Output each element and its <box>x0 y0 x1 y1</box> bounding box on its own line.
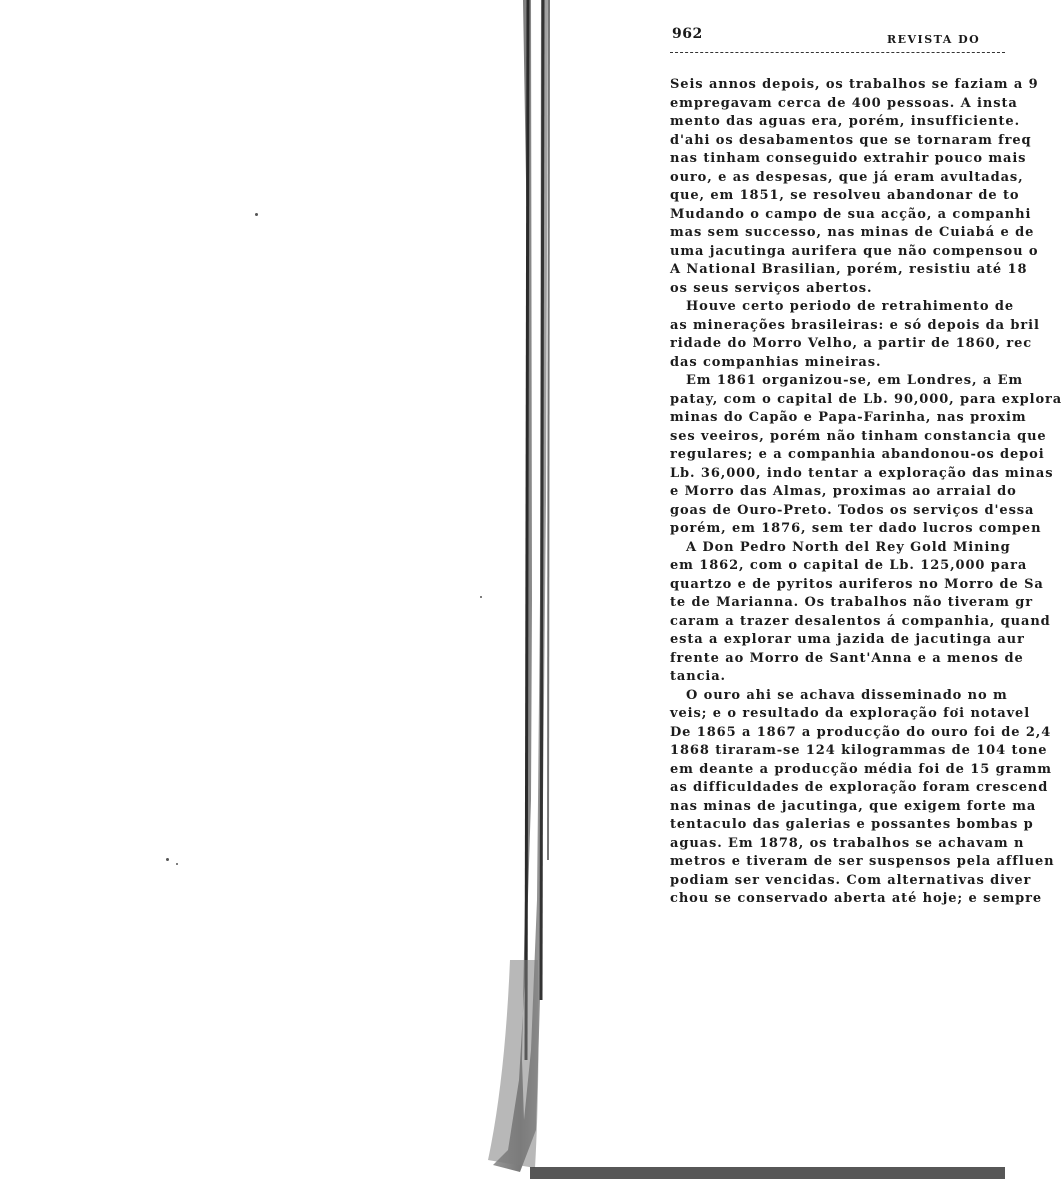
text-line: ridade do Morro Velho, a partir de 1860, rec <box>670 336 1033 351</box>
text-line: regulares; e a companhia abandonou-os depoi <box>670 447 1045 462</box>
text-line: patay, com o capital de Lb. 90,000, para explora <box>670 391 1062 407</box>
text-line: nas minas de jacutinga, que exigem forte ma <box>670 798 1037 814</box>
text-line: te de Marianna. Os trabalhos não tiveram gr <box>670 595 1033 610</box>
text-line: Houve certo periodo de retrahimento de <box>686 299 1015 314</box>
text-line: em 1862, com o capital de Lb. 125,000 para <box>670 558 1028 573</box>
text-line: nas tinham conseguido extrahir pouco mais <box>670 151 1027 166</box>
text-line: tancia. <box>670 669 726 684</box>
page-number: 962 <box>672 26 703 42</box>
text-line: uma jacutinga aurifera que não compensou o <box>670 243 1039 259</box>
text-line: minas do Capão e Papa-Farinha, nas proxim <box>670 410 1027 425</box>
text-line: os seus serviços abertos. <box>670 280 873 296</box>
text-line: caram a trazer desalentos á companhia, quand <box>670 613 1051 629</box>
text-line: ouro, e as despesas, que já eram avultadas, <box>670 169 1024 185</box>
text-line: d'ahi os desabamentos que se tornaram freq <box>670 132 1032 148</box>
text-line: empregavam cerca de 400 pessoas. A insta <box>670 95 1018 111</box>
text-line: O ouro ahi se achava disseminado no m <box>686 687 1008 703</box>
text-line: das companhias mineiras. <box>670 354 882 370</box>
text-line: Mudando o campo de sua acção, a companhi <box>670 206 1032 222</box>
text-line: as minerações brasileiras: e só depois da bril <box>670 317 1040 333</box>
text-line: De 1865 a 1867 a producção do ouro foi de 2,4 <box>670 724 1052 740</box>
text-line: 1868 tiraram-se 124 kilogrammas de 104 tone <box>670 743 1048 758</box>
text-line: mas sem successo, nas minas de Cuiabá e de <box>670 225 1035 240</box>
text-line: e Morro das Almas, proximas ao arraial do <box>670 484 1017 499</box>
scan-speck <box>166 858 169 861</box>
text-line: metros e tiveram de ser suspensos pela affluen <box>670 854 1055 869</box>
scan-speck <box>176 863 178 865</box>
body-text <box>670 76 1062 1086</box>
text-line: chou se conservado aberta até hoje; e sempre <box>670 891 1043 906</box>
text-line: Seis annos depois, os trabalhos se faziam a 9 <box>670 77 1039 92</box>
running-head: REVISTA DO <box>887 33 981 46</box>
scan-speck <box>255 213 258 216</box>
text-line: Lb. 36,000, indo tentar a exploração das minas <box>670 465 1054 481</box>
text-line: frente ao Morro de Sant'Anna e a menos de <box>670 650 1024 666</box>
text-line: goas de Ouro-Preto. Todos os serviços d'essa <box>670 502 1035 518</box>
text-line: em deante a producção média foi de 15 gramm <box>670 761 1052 777</box>
text-line: esta a explorar uma jazida de jacutinga aur <box>670 632 1025 647</box>
text-line: quartzo e de pyritos auriferos no Morro de Sa <box>670 576 1044 592</box>
text-line: tentaculo das galerias e possantes bombas p <box>670 817 1034 832</box>
text-line: porém, em 1876, sem ter dado lucros compen <box>670 521 1042 536</box>
text-line: mento das aguas era, porém, insufficiente. <box>670 114 1021 129</box>
text-line: que, em 1851, se resolveu abandonar de to <box>670 188 1020 203</box>
text-line: podiam ser vencidas. Com alternativas diver <box>670 872 1032 888</box>
text-line: veis; e o resultado da exploração foi notavel <box>670 706 1031 721</box>
text-line: A Don Pedro North del Rey Gold Mining <box>686 539 1011 555</box>
text-line: ses veeiros, porém não tinham constancia que <box>670 428 1047 444</box>
header-rule <box>670 52 1005 53</box>
scan-speck <box>480 596 482 598</box>
text-line: Em 1861 organizou-se, em Londres, a Em <box>686 373 1024 388</box>
text-line: A National Brasilian, porém, resistiu até 18 <box>670 262 1028 277</box>
text-line: aguas. Em 1878, os trabalhos se achavam n <box>670 835 1025 851</box>
text-line: as difficuldades de exploração foram crescend <box>670 780 1049 795</box>
